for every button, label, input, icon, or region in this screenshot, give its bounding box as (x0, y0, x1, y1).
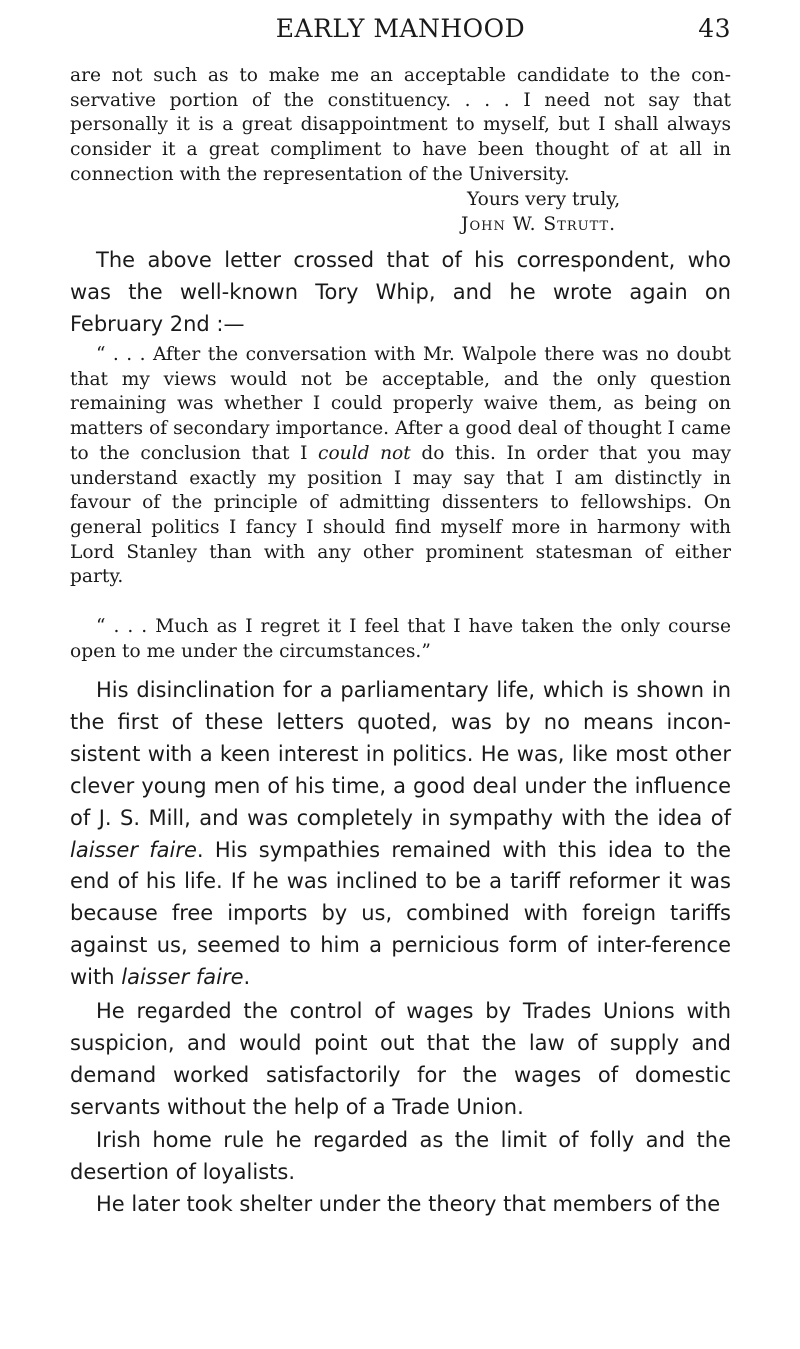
running-head (70, 14, 731, 44)
second-letter-text-b: do this. In order that you may understand exactly my position I may say that I am distinctly in favour of the principle of admitting dissenters to fellowships. On general politics I fancy I should find myself more in harmony with Lord Stanley than with any other prominent statesman of either party. (70, 442, 731, 588)
laisser-faire-term-1: laisser faire (70, 837, 197, 862)
laisser-faire-term-2: laisser faire (121, 965, 244, 990)
running-title: EARLY MANHOOD (275, 14, 526, 43)
disinclination-text-b: . His sympathies remained with this idea to the end of his life. If he was inclined to be a tariff reformer it was because free imports by us, combined with foreign tariffs against us, seemed to him a pernicious form of inter-ference with (70, 837, 731, 990)
letter-closing: Yours very truly, (467, 189, 621, 210)
second-letter-part-one (70, 343, 731, 590)
letter-signature: John W. Strutt. (461, 214, 617, 235)
paragraph-disinclination (70, 675, 731, 994)
disinclination-text-c: . (243, 965, 251, 990)
disinclination-text-a: His disinclination for a parliamentary life, which is shown in the first of these letters quoted, was by no means incon-sistent with a keen interest in politics. He was, like most other clever young men of his time, a good deal under the influence of J. S. Mill, and was completely in sympathy with the idea of (70, 678, 731, 830)
paragraph-wages: He regarded the control of wages by Trades Unions with suspicion, and would point out that the law of supply and demand worked satisfactorily for the wages of domestic servants without the help of a Trade Union. (70, 999, 731, 1119)
second-letter-part-two: “ . . . Much as I regret it I feel that I have taken the only course open to me under the circumstances.” (70, 616, 731, 662)
could-not-emphasis: could not (318, 442, 411, 464)
paragraph-crossed: The above letter crossed that of his correspondent, who was the well-known Tory Whip, and he wrote again on February 2nd :— (70, 248, 731, 336)
page-number: 43 (698, 14, 731, 43)
paragraph-irish: Irish home rule he regarded as the limit of folly and the desertion of loyalists. (70, 1128, 731, 1184)
paragraph-shelter: He later took shelter under the theory that members of the (96, 1192, 721, 1216)
second-letter-text-a: “ . . . After the conversation with Mr. Walpole there was no doubt that my views would not be acceptable, and the only question remaining was whether I could properly waive them, as being on matters of secondary importance. After a good deal of thought I came to the conclusion that I (70, 344, 731, 464)
letter-continuation: are not such as to make me an acceptable candidate to the con-servative portion of the constituency. . . . I need not say that personally it is a great disappointment to myself, but I shall always consider it a great compliment to have been thought of at all in connection with the representation of the University. (70, 65, 731, 185)
